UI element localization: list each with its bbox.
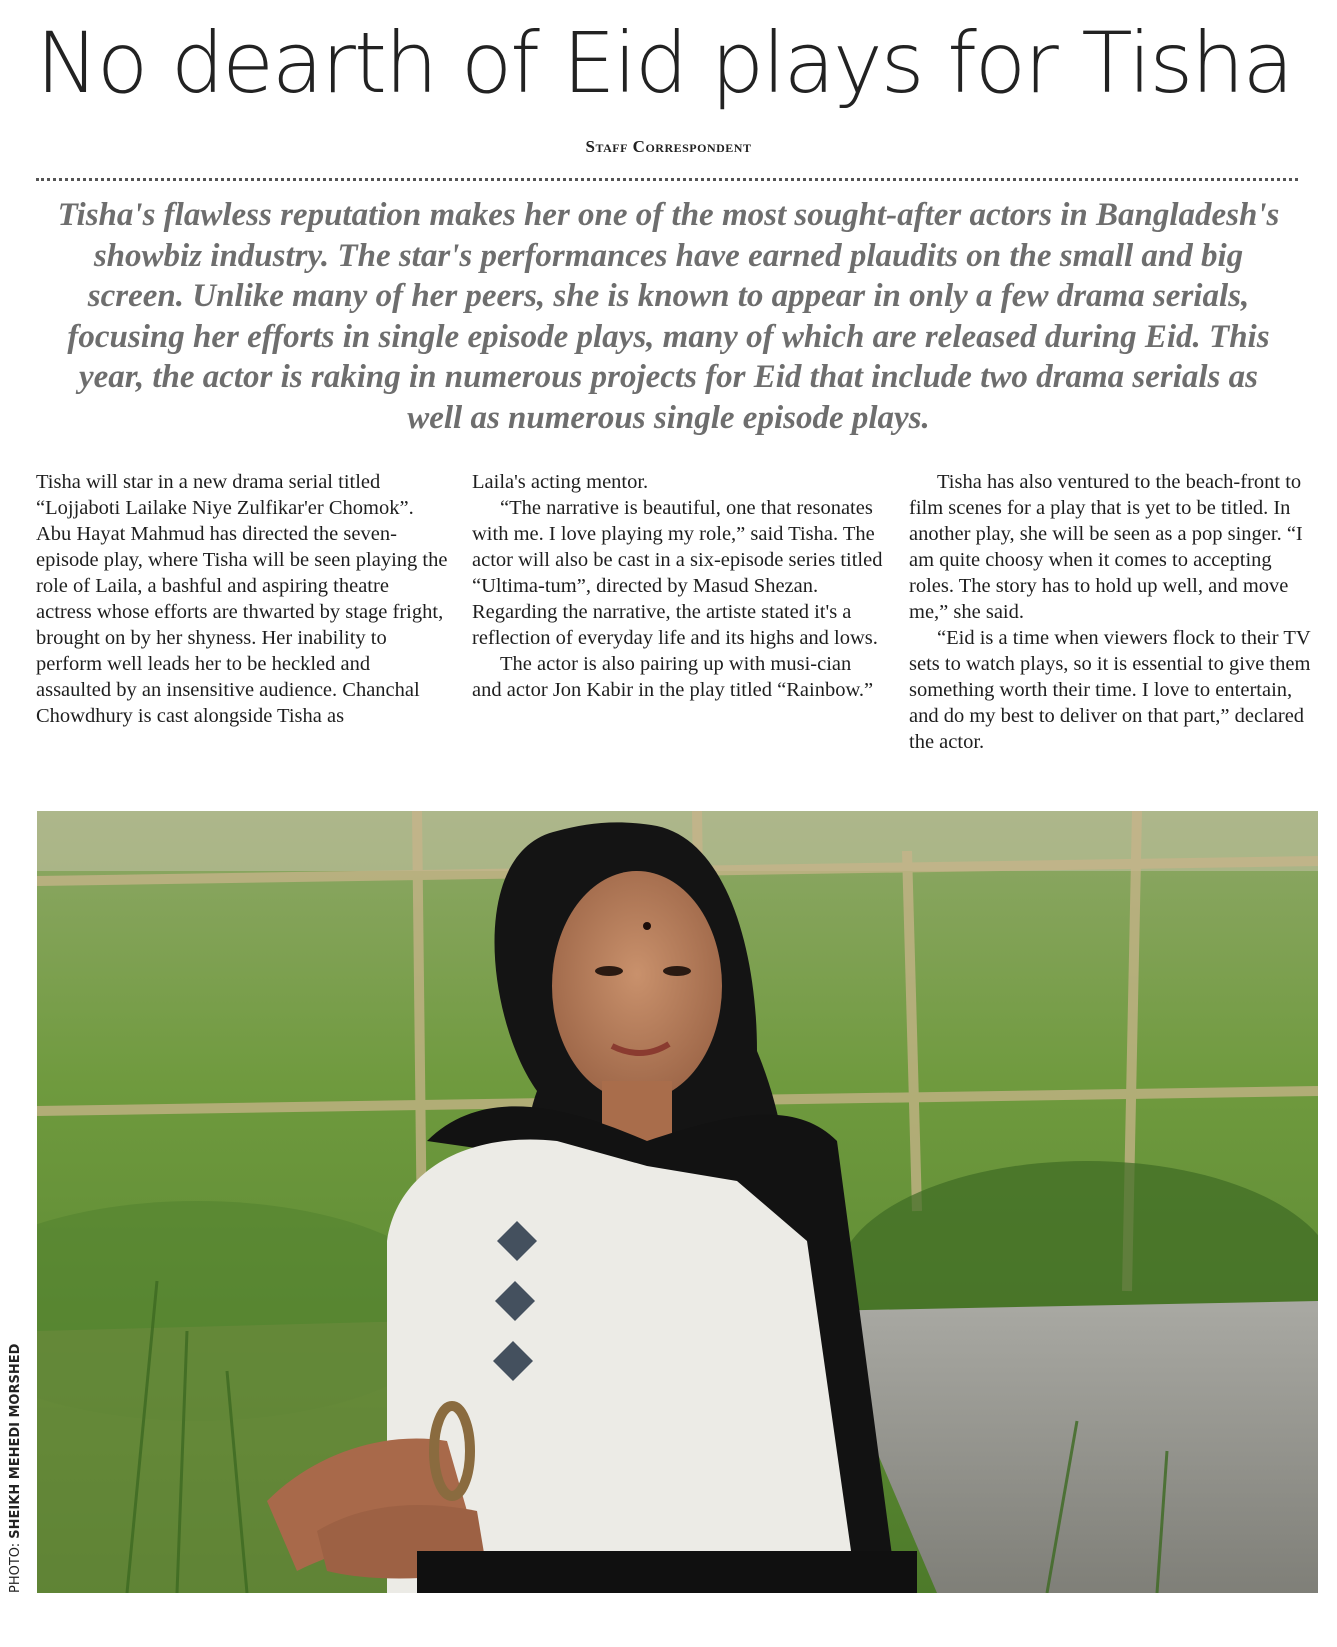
body-paragraph: The actor is also pairing up with musi-cian and actor Jon Kabir in the play titled “Rainbow.”: [472, 653, 874, 701]
photo-credit: [8, 1344, 23, 1593]
body-paragraph: “The narrative is beautiful, one that resonates with me. I love playing my role,” said Tisha. The actor will also be cast in a six-episode series titled “Ultima-tum”, directed by Masud Shezan. Regarding the narrative, the artiste stated it's a reflection of everyday life and its highs and lows.: [472, 497, 883, 649]
photo-illustration: [37, 811, 1318, 1593]
photo-credit-label: PHOTO:: [8, 1542, 23, 1593]
headline: No dearth of Eid plays for Tisha: [36, 14, 1292, 112]
dotted-divider: [36, 178, 1298, 181]
body-column-2: [472, 469, 884, 703]
standfirst: Tisha's flawless reputation makes her one of the most sought-after actors in Bangladesh's showbiz industry. The star's performances have earned plaudits on the small and big screen. Unlike many of her peers, she is known to appear in only a few drama serials, focusing her efforts in single episode plays, many of which are released during Eid. This year, the actor is raking in numerous projects for Eid that include two drama serials as well as numerous single episode plays.: [57, 197, 1280, 436]
body-paragraph: Laila's acting mentor.: [472, 471, 649, 493]
portrait-photo: [37, 811, 1318, 1593]
body-paragraph: Tisha has also ventured to the beach-front to film scenes for a play that is yet to be titled. In another play, she will be seen as a pop singer. “I am quite choosy when it comes to accepting roles. The story has to hold up well, and move me,” she said.: [909, 471, 1303, 623]
body-paragraph: “Eid is a time when viewers flock to their TV sets to watch plays, so it is essential to give them something worth their time. I love to entertain, and do my best to deliver on that part,” declared the actor.: [909, 627, 1311, 753]
body-columns: [36, 469, 1316, 789]
body-column-1: [36, 469, 448, 729]
byline: Staff Correspondent: [585, 137, 752, 156]
body-column-3: [909, 469, 1321, 755]
photo-credit-name: SHEIKH MEHEDI MORSHED: [8, 1343, 23, 1539]
body-paragraph: Tisha will star in a new drama serial titled “Lojjaboti Lailake Niye Zulfikar'er Chomok”. Abu Hayat Mahmud has directed the seven-episode play, where Tisha will be seen playing the role of Laila, a bashful and aspiring theatre actress whose efforts are thwarted by stage fright, brought on by her shyness. Her inability to perform well leads her to be heckled and assaulted by an insensitive audience. Chanchal Chowdhury is cast alongside Tisha as: [36, 471, 448, 727]
